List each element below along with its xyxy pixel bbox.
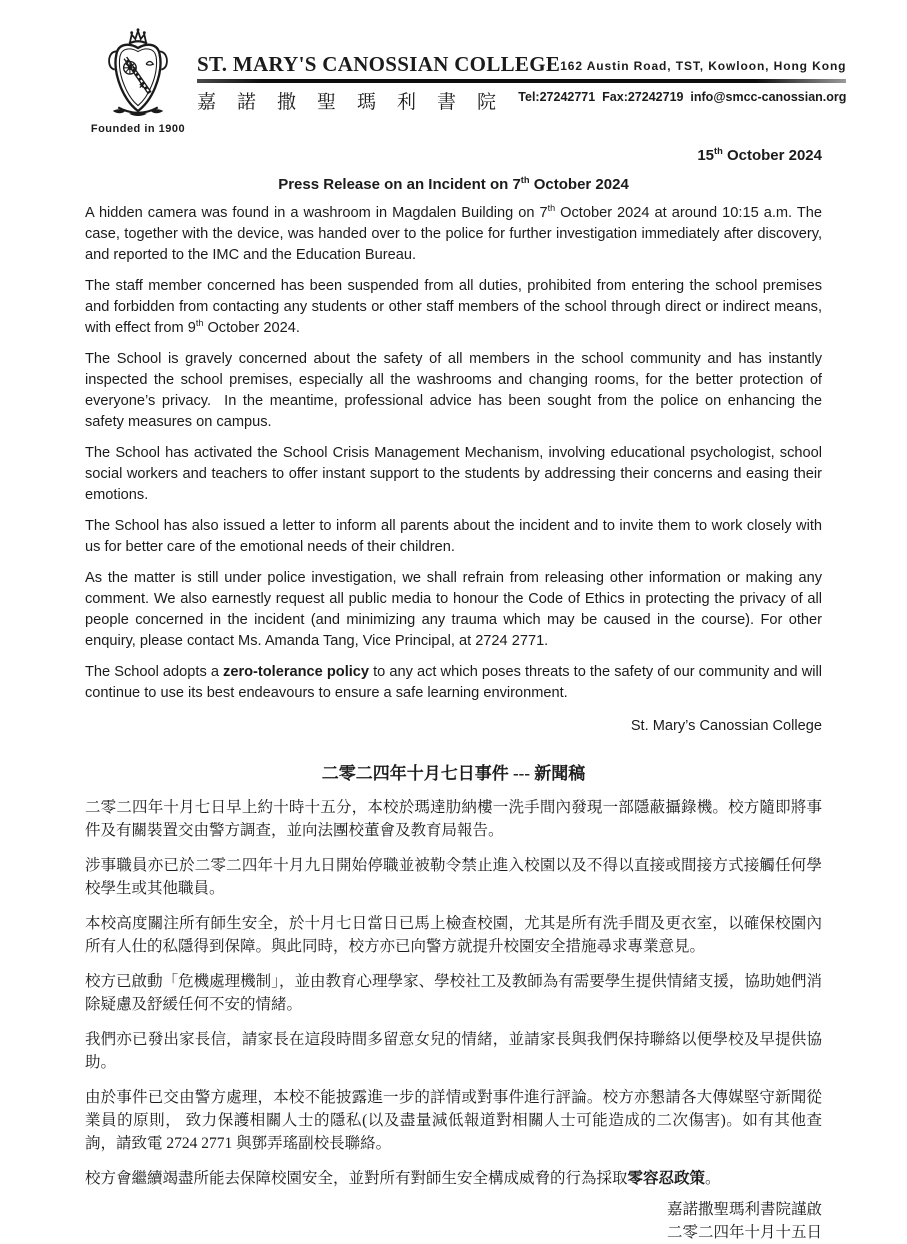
english-paragraph-7: The School adopts a zero-tolerance policy to any act which poses threats to the safety of our community and will continue to use its best endeavours to ensure a safe learning environment.: [85, 664, 823, 701]
press-release-title-chinese: 二零二四年十月七日事件 --- 新聞稿: [321, 764, 586, 783]
letterhead-address: 162 Austin Road, TST, Kowloon, Hong Kong: [560, 59, 847, 73]
chinese-signature-date: 二零二四年十月十五日: [666, 1224, 822, 1241]
english-paragraph-6: As the matter is still under police investigation, we shall refrain from releasing other information or making any comment. We also earnestly request all public media to honour the Code of Ethics in protecting the privacy of all people concerned in the incident (and minimizing any trauma which may be caused in the course). For other enquiry, please contact Ms. Amanda Tang, Vice Principal, at 2724 2771.: [85, 570, 822, 649]
school-name-english: ST. MARY'S CANOSSIAN COLLEGE: [197, 52, 561, 76]
letterhead-divider: [197, 79, 846, 83]
chinese-paragraph-2: 涉事職員亦已於二零二四年十月九日開始停職並被勒令禁止進入校園以及不得以直接或間接方式接觸任何學校學生或其他職員。: [85, 857, 822, 897]
press-release-title-english: Press Release on an Incident on 7th October 2024: [278, 175, 629, 193]
school-name-chinese: 嘉諾撒聖瑪利書院: [197, 92, 518, 113]
crest-caption: Founded in 1900: [90, 123, 186, 135]
chinese-paragraph-7: 校方會繼續竭盡所能去保障校園安全，並對所有對師生安全構成威脅的行為採取零容忍政策。: [85, 1170, 721, 1187]
crest-column: [85, 28, 191, 135]
school-crest-icon: [93, 28, 183, 122]
letterhead-contact: Tel:27242771 Fax:27242719 info@smcc-canossian.org: [518, 90, 847, 104]
chinese-paragraph-1: 二零二四年十月七日早上約十時十五分，本校於瑪達肋納樓一洗手間內發現一部隱蔽攝錄機。校方隨即將事件及有關裝置交由警方調查，並向法團校董會及教育局報告。: [85, 799, 822, 839]
chinese-paragraph-6: 由於事件已交由警方處理，本校不能披露進一步的詳情或對事件進行評論。校方亦懇請各大傳媒堅守新聞從業員的原則， 致力保護相關人士的隱私(以及盡量減低報道對相關人士可能造成的二次傷害)。如有其他查詢，請致電 2724 2771 與鄧弄瑤副校長聯絡。: [85, 1089, 822, 1152]
date-line: 15th October 2024: [697, 146, 822, 164]
letterhead: [85, 28, 847, 135]
chinese-paragraph-5: 我們亦已發出家長信，請家長在這段時間多留意女兒的情緒，並請家長與我們保持聯絡以便學校及早提供協助。: [85, 1031, 822, 1071]
chinese-signature: [85, 1198, 822, 1244]
chinese-paragraph-3: 本校高度關注所有師生安全，於十月七日當日已馬上檢查校園，尤其是所有洗手間及更衣室，以確保校園內所有人仕的私隱得到保障。與此同時，校方亦已向警方就提升校園安全措施尋求專業意見。: [85, 915, 822, 955]
english-paragraph-5: The School has also issued a letter to inform all parents about the incident and to invite them to work closely with us for better care of the emotional needs of their children.: [85, 518, 822, 555]
english-paragraph-3: The School is gravely concerned about the safety of all members in the school community and has instantly inspected the school premises, especially all the washrooms and changing rooms, for the better protection of everyone’s privacy. In the meantime, professional advice has been sought from the police on enhancing the safety measures on campus.: [85, 351, 822, 430]
chinese-paragraph-4: 校方已啟動「危機處理機制」，並由教育心理學家、學校社工及教師為有需要學生提供情緒支援，協助她們消除疑慮及舒緩任何不安的情緒。: [85, 973, 822, 1013]
letterhead-text-block: [191, 28, 846, 114]
english-signature: St. Mary’s Canossian College: [630, 718, 822, 734]
english-paragraph-1: A hidden camera was found in a washroom in Magdalen Building on 7th October 2024 at around 10:15 a.m. The case, together with the device, was handed over to the police for further investigation immediately after discovery, and reported to the IMC and the Education Bureau.: [85, 203, 822, 263]
english-paragraph-4: The School has activated the School Crisis Management Mechanism, involving educational psychologist, school social workers and teachers to offer instant support to the students by addressing their concerns and easing their emotions.: [85, 445, 822, 503]
english-section: [85, 203, 822, 737]
chinese-section: [85, 796, 822, 1244]
english-paragraph-2: The staff member concerned has been suspended from all duties, prohibited from entering the school premises and forbidden from contacting any students or other staff members of the school through direct or indirect means, with effect from 9th October 2024.: [85, 278, 822, 336]
chinese-signature-name: 嘉諾撒聖瑪利書院謹啟: [666, 1201, 822, 1218]
